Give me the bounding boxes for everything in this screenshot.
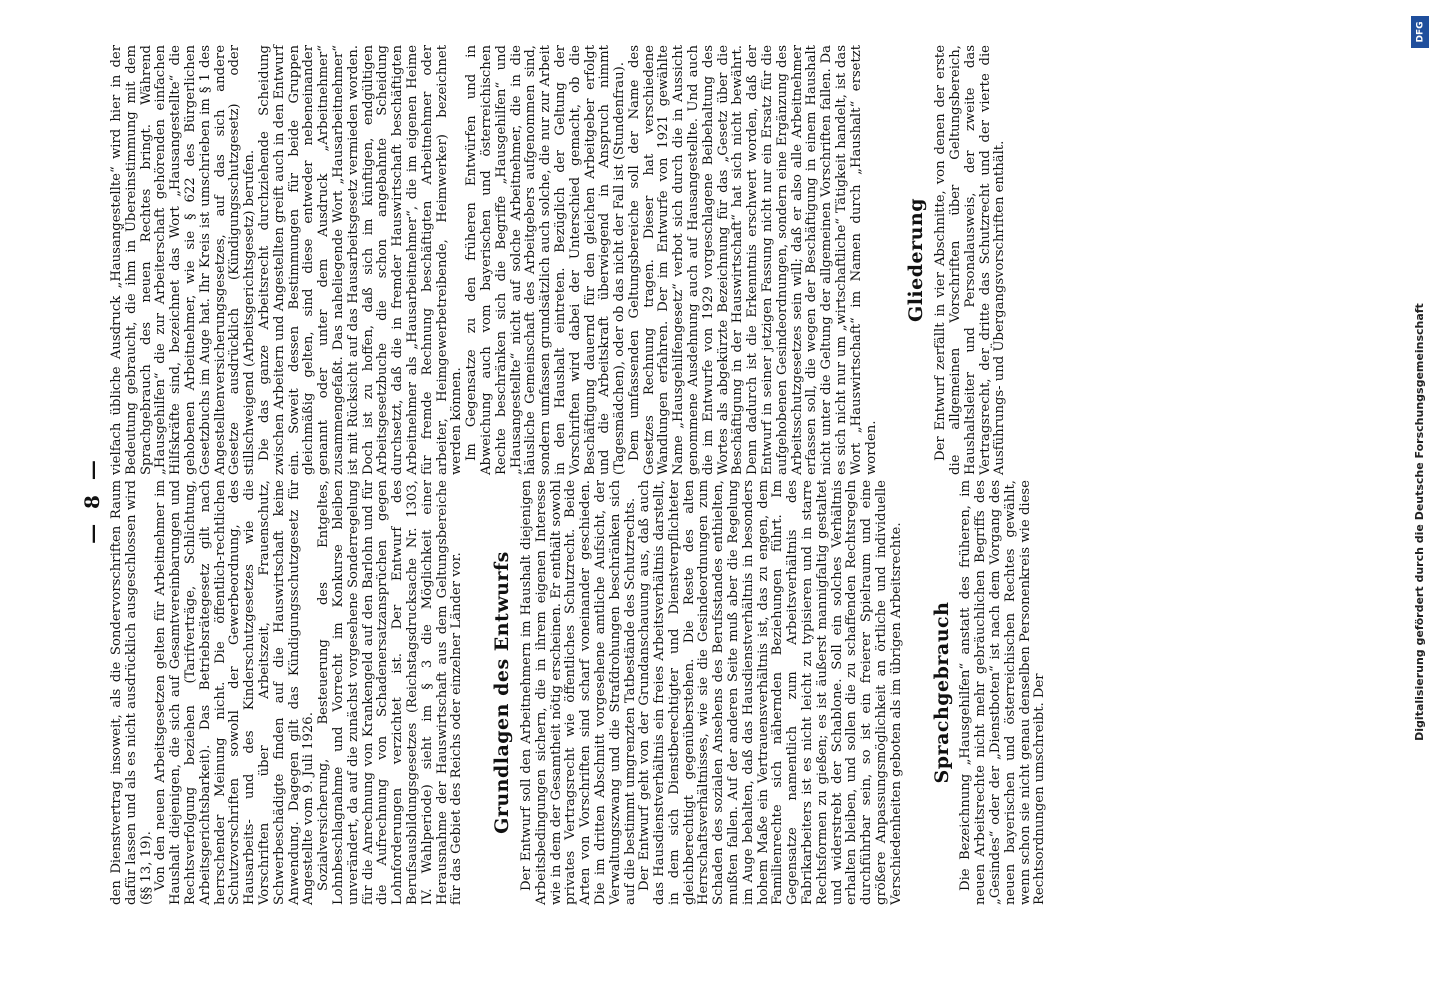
dfg-logo-text: DFG	[1415, 21, 1426, 43]
section-heading: Gliederung	[905, 197, 928, 323]
paragraph: Der Entwurf geht von der Grundanschauung aus, daß auch das Hausdienstverhältnis ein freies Arbeitsverhältnis darstellt, in dem sich Dienstberechtigter und Dienstverpflichteter gleichberechtigt gegenüberstehen. Die Reste des alten Herrschaftsverhältnisses, wie sie die Gesindeordnungen zum Schaden des sozialen Ansehens des Berufsstandes enthielten, mußten fallen. Auf der anderen Seite muß aber die Regelung im Auge behalten, daß das Hausdienstverhältnis in besonders hohem Maße ein Vertrauensverhältnis ist, das zu engen, dem Familienrechte sich nähernden Beziehungen führt. Im Gegensatze namentlich zum Arbeitsverhältnis des Fabrikarbeiters ist es nicht leicht zu typisieren und in starre Rechtsformen zu gießen; es ist äußerst mannigfaltig gestaltet und widerstrebt der Schablone. Soll ein solches Verhältnis erhalten bleiben, und sollen die zu schaffenden Rechtsregeln durchführbar sein, so ist ein freierer Spielraum und eine größere Anpassungsmöglichkeit an örtliche und individuelle Verschiedenheiten geboten als im übrigen Arbeitsrechte.	[637, 480, 904, 905]
paragraph: Im Gegensatze zu den früheren Entwürfen und in Abweichung auch vom bayerischen und österreichischen Rechte beschränken sich die Begriffe „Hausgehilfen“ und „Hausangestellte“ nicht auf solche Arbeitnehmer, die in die häusliche Gemeinschaft des Arbeitgebers aufgenommen sind, sondern umfassen grundsätzlich auch solche, die nur zur Arbeit in den Haushalt eintreten. Bezüglich der Geltung der Vorschriften wird dabei der Unterschied gemacht, ob die Beschäftigung dauernd für den gleichen Arbeitgeber erfolgt und die Arbeitskraft überwiegend in Anspruch nimmt (Tagesmädchen), oder ob das nicht der Fall ist (Stundenfrau).	[464, 45, 628, 475]
dfg-logo	[1411, 16, 1429, 48]
right-column	[110, 45, 1008, 475]
paragraph: Die das ganze Arbeitsrecht durchziehende Scheidung zwischen Arbeitern und Angestellten greift auch in den Entwurf ein. Soweit dessen Bestimmungen für beide Gruppen gleichmäßig gelten, sind diese entweder nebeneinander genannt oder unter dem Ausdruck „Arbeitnehmer“ zusammengefaßt. Das naheliegende Wort „Hausarbeitnehmer“ ist mit Rücksicht auf das Hausarbeitsgesetz vermieden worden. Doch ist zu hoffen, daß sich im künftigen, endgültigen Arbeitsgesetzbuche die schon angebahnte Scheidung durchsetzt, daß die in fremder Hauswirtschaft beschäftigten Arbeitnehmer als „Hausarbeitnehmer“, die im eigenen Heime für fremde Rechnung beschäftigten Arbeitnehmer oder arbeiter, Heimgewerbetreibende, Heimwerker) bezeichnet werden können.	[256, 45, 465, 475]
paragraph: den Dienstvertrag insoweit, als die Sondervorschriften Raum dafür lassen und als es nicht ausdrücklich ausgeschlossen wird (§§ 13, 19).	[109, 480, 154, 905]
page-number: — 8 —	[80, 456, 104, 544]
paragraph: Die Bezeichnung „Hausgehilfen“ anstatt des früheren, im neuen Arbeitsrechte nicht mehr gebräuchlichen Begriffs des „Gesindes“ oder der „Dienstboten“ ist nach dem Vorgang des neuen bayerischen und österreichischen Rechtes gewählt, wenn schon sie nicht genau denselben Personenkreis wie diese Rechtsordnungen umschreibt. Der	[958, 480, 1048, 905]
section-heading: Grundlagen des Entwurfs	[491, 551, 514, 834]
paragraph: Von den neuen Arbeitsgesetzen gelten für Arbeitnehmer im Haushalt diejenigen, die sich auf Gesamtvereinbarungen und Rechtsverfolgung beziehen (Tarifverträge, Schlichtung, Arbeitsgerichtsbarkeit). Das Betriebsrätegesetz gilt nach herrschender Meinung nicht. Die öffentlich-rechtlichen Schutzvorschriften sowohl der Gewerbeordnung, des Hausarbeits- und des Kinderschutzgesetzes wie die Vorschriften über Arbeitszeit, Frauenschutz, Schwerbeschädigte finden auf die Hauswirtschaft keine Anwendung. Dagegen gilt das Kündigungsschutzgesetz für Angestellte vom 9. Juli 1926.	[153, 480, 317, 905]
digitization-note: Digitalisierung gefördert durch die Deutsche Forschungsgemeinschaft	[1413, 303, 1426, 741]
digitization-sidebar	[1410, 8, 1432, 992]
paragraph: Sozialversicherung, Besteuerung des Entgeltes, Lohnbeschlagnahme und Vorrecht im Konkurse bleiben unverändert, da auf die zunächst vorgesehene Sonderregelung für die Anrechnung von Krankengeld auf den Barlohn und für die Aufrechnung von Schadenersatzansprüchen gegen Lohnforderungen verzichtet ist. Der Entwurf des Berufsausbildungsgesetzes (Reichstagsdrucksache Nr. 1303, IV. Wahlperiode) sieht im § 3 die Möglichkeit einer Herausnahme der Hauswirtschaft aus dem Geltungsbereiche für das Gebiet des Reichs oder einzelner Länder vor.	[316, 480, 465, 905]
paragraph: vielfach übliche Ausdruck „Hausangestellte“ wird hier in der Bedeutung gebraucht, die ihm in Übereinstimmung mit dem Sprachgebrauch des neuen Rechtes bringt. Während „Hausgehilfen“ die zur Arbeiterschaft gehörenden einfachen Hilfskräfte sind, bezeichnet das Wort „Hausangestellte“ die gehobenen Arbeitnehmer, wie sie § 622 des Bürgerlichen Gesetzbuchs im Auge hat. Ihr Kreis ist umschrieben im § 1 des Angestelltenversicherungsgesetzes, auf das sich andere Gesetze ausdrücklich (Kündigungsschutzgesetz) oder stillschweigend (Arbeitsgerichtsgesetz) berufen.	[109, 45, 258, 475]
paragraph: Dem umfassenden Geltungsbereiche soll der Name des Gesetzes Rechnung tragen. Dieser hat verschiedene Wandlungen erfahren. Der im Entwurfe von 1921 gewählte Name „Hausgehilfengesetz“ verbot sich durch die in Aussicht genommene Ausdehnung auch auf Hausangestellte. Und auch die im Entwurfe von 1929 vorgeschlagene Beibehaltung des Wortes als abgekürzte Bezeichnung für das „Gesetz über die Beschäftigung in der Hauswirtschaft“ hat sich nicht bewährt. Denn dadurch ist die Erkenntnis erschwert worden, daß der Entwurf in seiner jetzigen Fassung nicht nur ein Ersatz für die aufgehobenen Gesindeordnungen, sondern eine Ergänzung des Arbeitsschutzgesetzes sein will; daß er also alle Arbeitnehmer erfassen soll, die wegen der Beschäftigung in einem Haushalt nicht unter die Geltung der allgemeinen Vorschriften fallen. Da es sich nicht nur um „wirtschaftliche“ Tätigkeit handelt, ist das Wort „Hauswirtschaft“ im Namen durch „Haushalt“ ersetzt worden.	[626, 45, 879, 475]
section-heading: Sprachgebrauch	[930, 601, 953, 784]
paragraph: Der Entwurf zerfällt in vier Abschnitte, von denen der erste die allgemeinen Vorschriften über Geltungsbereich, Haushaltsleiter und Personalausweis, der zweite das Vertragsrecht, der dritte das Schutzrecht und der vierte die Ausführungs- und Übergangsvorschriften enthält.	[933, 45, 1008, 475]
paragraph: Der Entwurf soll den Arbeitnehmern im Haushalt diejenigen Arbeitsbedingungen sichern, die in ihrem eigenen Interesse wie in dem der Gesamtheit nötig erscheinen. Er enthält sowohl privates Vertragsrecht wie öffentliches Schutzrecht. Beide Arten von Vorschriften sind scharf voneinander geschieden. Die im dritten Abschnitt vorgesehene amtliche Aufsicht, der Verwaltungszwang und die Strafdrohungen beschränken sich auf die bestimmt umgrenzten Tatbestände des Schutzrechts.	[518, 480, 638, 905]
left-column	[110, 480, 1048, 905]
